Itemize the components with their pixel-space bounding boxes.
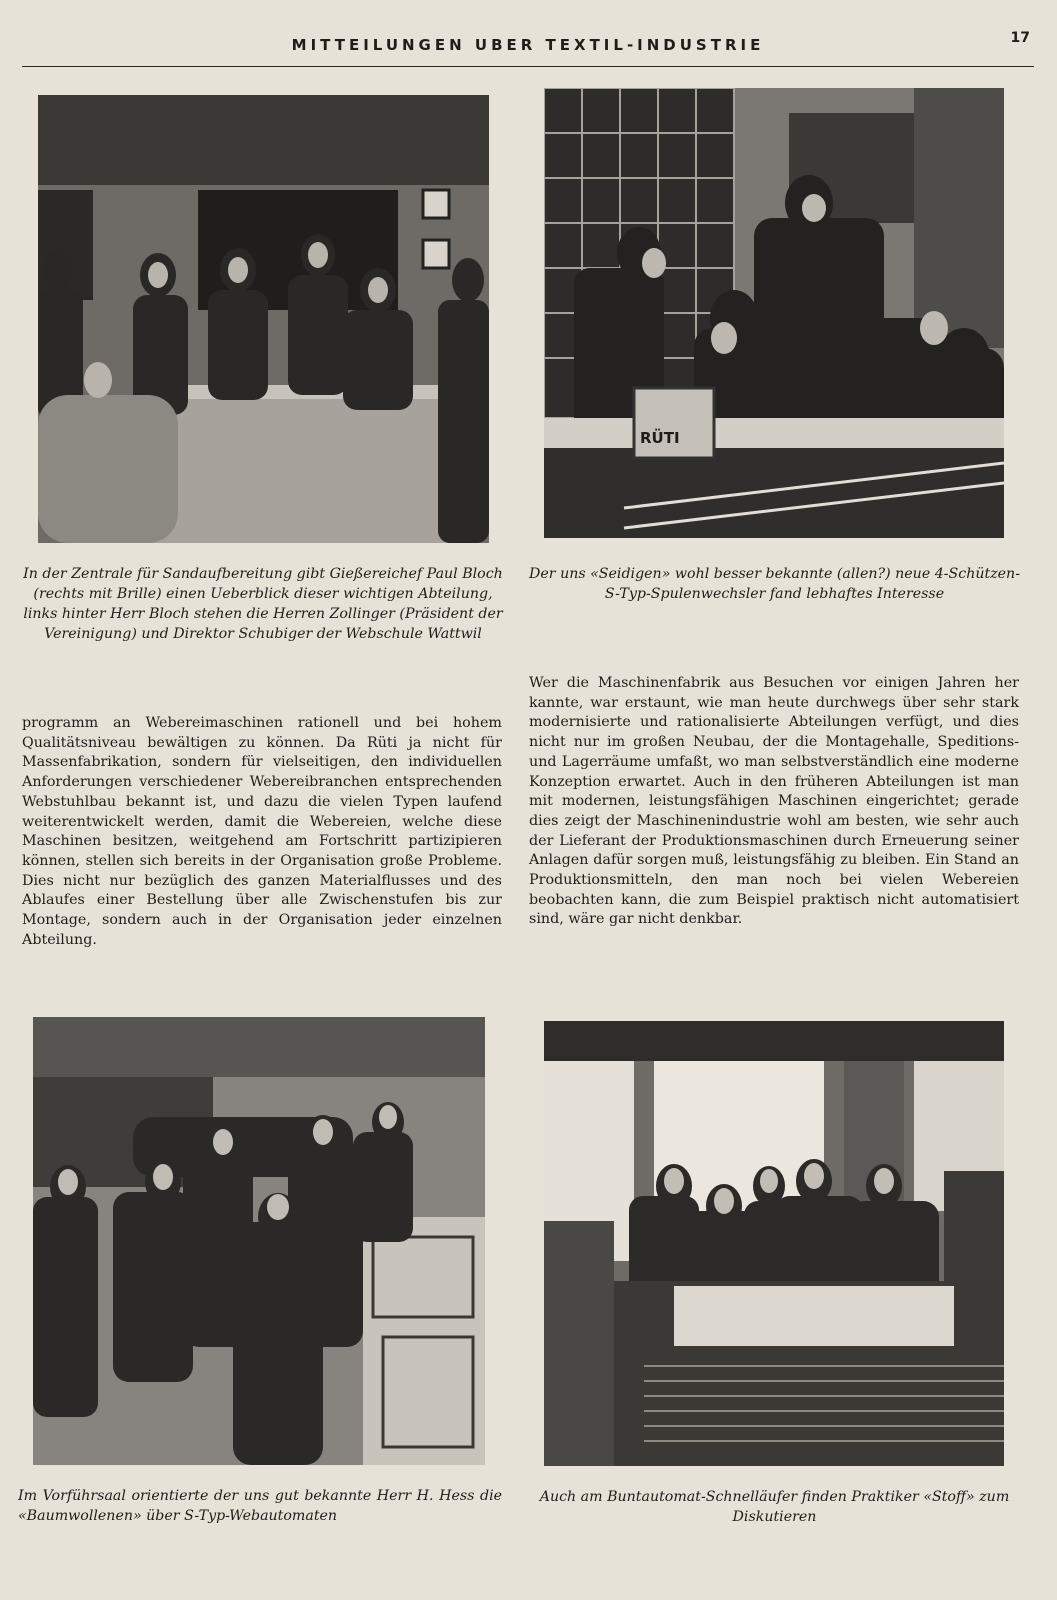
body-right-column: Wer die Maschinenfabrik aus Besuchen vor einigen Jahren her kannte, war erstaunt, wie man heute durchwegs über sehr stark modernisierte und rationalisierte Abteilungen verfügt, und dies nicht nur im großen Neubau, der die Montagehalle, Speditions- und Lagerräume umfaßt, wo man selbstverständlich eine moderne Konzeption erwartet. Auch in den früheren Abteilungen ist man mit modernen, leistungsfähigen Maschinen eingerichtet; gerade dies zeigt der Maschinenindustrie wohl am besten, wie sehr auch der Lieferant der Produktionsmaschinen durch Erneuerung seiner Anlagen dafür sorgen muß, leistungsfähig zu bleiben. Ein Stand an Produktionsmitteln, den man noch bei vielen Webereien beobachten kann, die zum Beispiel praktisch nicht automatisiert sind, wäre gar nicht denkbar. [529,675,1019,928]
machine-label: RÜTI [640,429,680,447]
body-left-column: programm an Webereimaschinen rationell und bei hohem Qualitätsniveau bewältigen zu können. Da Rüti ja nicht für Massenfabrikation, sondern für vielseitigen, den individuellen Anforderungen verschiedener Webereibranchen entsprechenden Webstuhlbau bekannt ist, und dazu die vielen Typen laufend weiterentwickelt werden, damit die Webereien, welche diese Maschinen besitzen, weitgehend am Fortschritt partizipieren können, stellen sich bereits in der Organisation große Probleme. Dies nicht nur bezüglich des ganzen Materialflusses und des Ablaufes einer Bestellung über alle Zwischenstufen bis zur Montage, sondern auch in der Organisation jeder einzelnen Abteilung. [22,715,502,948]
photo-shuttle-changer-illustration [544,88,1004,538]
photo-demonstration-hall [33,1017,485,1465]
journal-title: MITTEILUNGEN UBER TEXTIL-INDUSTRIE [291,36,765,54]
caption-shuttle-changer: Der uns «Seidigen» wohl besser bekannte (allen?) neue 4-Schützen-S-Typ-Spulenwechsler fand lebhaftes Interesse [529,566,1020,602]
photo-demonstration-hall-illustration [33,1017,485,1465]
caption-sand-preparation: In der Zentrale für Sandaufbereitung gibt Gießereichef Paul Bloch (rechts mit Brille) einen Ueberblick dieser wichtigen Abteilung, links hinter Herr Bloch stehen die Herren Zollinger (Präsident der Vereinigung) und Direktor Schubiger der Webschule Wattwil [23,566,503,642]
page-number: 17 [1010,30,1030,46]
photo-color-automat [544,1021,1004,1466]
page-header [22,26,1034,67]
photo-sand-preparation [38,95,489,543]
photo-color-automat-illustration [544,1021,1004,1466]
photo-sand-preparation-illustration [38,95,489,543]
caption-color-automat: Auch am Buntautomat-Schnelläufer finden Praktiker «Stoff» zum Diskutieren [539,1489,1010,1525]
photo-shuttle-changer [544,88,1004,538]
caption-demonstration-hall: Im Vorführsaal orientierte der uns gut bekannte Herr H. Hess die «Baumwollenen» über S-Typ-Webautomaten [18,1488,502,1524]
